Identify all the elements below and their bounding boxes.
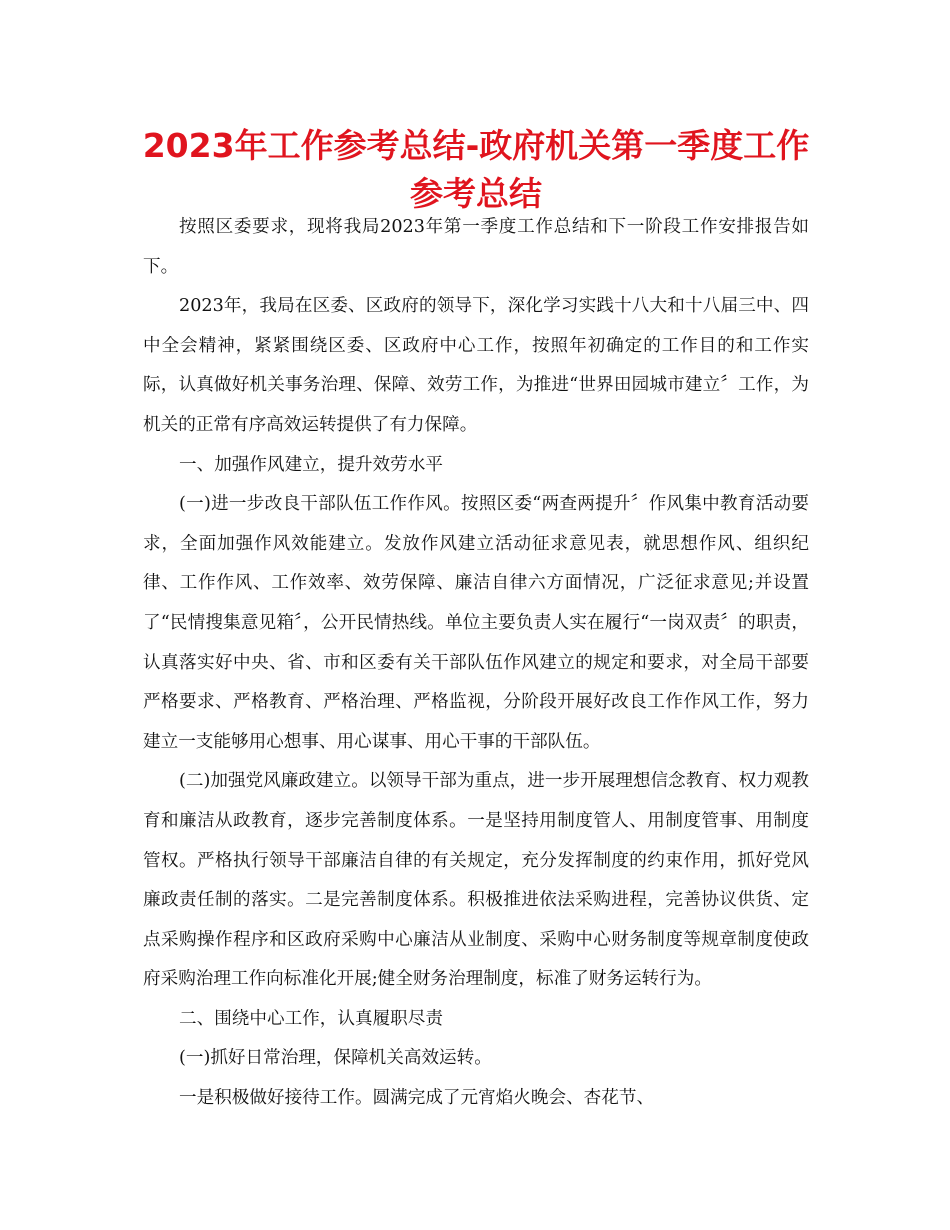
paragraph-work-style: (一)进一步改良干部队伍工作作风。按照区委“两查两提升〞作风集中教育活动要求，全面加强作风效能建立。发放作风建立活动征求意见表，就思想作风、组织纪律、工作作风、工作效率、效劳保障、廉洁自律六方面情况，广泛征求意见;并设置了“民情搜集意见箱〞，公开民情热线。单位主要负责人实在履行“一岗双责〞的职责，认真落实好中央、省、市和区委有关干部队伍作风建立的规定和要求，对全局干部要严格要求、严格教育、严格治理、严格监视，分阶段开展好改良工作作风工作，努力建立一支能够用心想事、用心谋事、用心干事的干部队伍。 bbox=[143, 494, 809, 752]
document-title: 2023年工作参考总结-政府机关第一季度工作参考总结 bbox=[142, 126, 810, 213]
paragraph-intro: 按照区委要求，现将我局2023年第一季度工作总结和下一阶段工作安排报告如下。 bbox=[143, 217, 809, 277]
paragraph-daily-management: (一)抓好日常治理，保障机关高效运转。 bbox=[179, 1048, 492, 1069]
paragraph-party-conduct: (二)加强党风廉政建立。以领导干部为重点，进一步开展理想信念教育、权力观教育和廉洁从政教育，逐步完善制度体系。一是坚持用制度管人、用制度管事、用制度管权。严格执行领导干部廉洁自律的有关规定，充分发挥制度的约束作用，抓好党风廉政责任制的落实。二是完善制度体系。积极推进依法采购进程，完善协议供货、定点采购操作程序和区政府采购中心廉洁从业制度、采购中心财务制度等规章制度使政府采购治理工作向标准化开展;健全财务治理制度，标准了财务运转行为。 bbox=[143, 771, 809, 990]
section-heading-2: 二、围绕中心工作，认真履职尽责 bbox=[179, 1008, 443, 1029]
document-body bbox=[143, 208, 809, 1119]
paragraph-overview: 2023年，我局在区委、区政府的领导下，深化学习实践十八大和十八届三中、四中全会精神，紧紧围绕区委、区政府中心工作，按照年初确定的工作目的和工作实际，认真做好机关事务治理、保障、效劳工作，为推进“世界田园城市建立〞工作，为机关的正常有序高效运转提供了有力保障。 bbox=[143, 296, 809, 435]
section-heading-1: 一、加强作风建立，提升效劳水平 bbox=[179, 454, 443, 475]
paragraph-reception: 一是积极做好接待工作。圆满完成了元宵焰火晚会、杏花节、 bbox=[179, 1088, 655, 1109]
